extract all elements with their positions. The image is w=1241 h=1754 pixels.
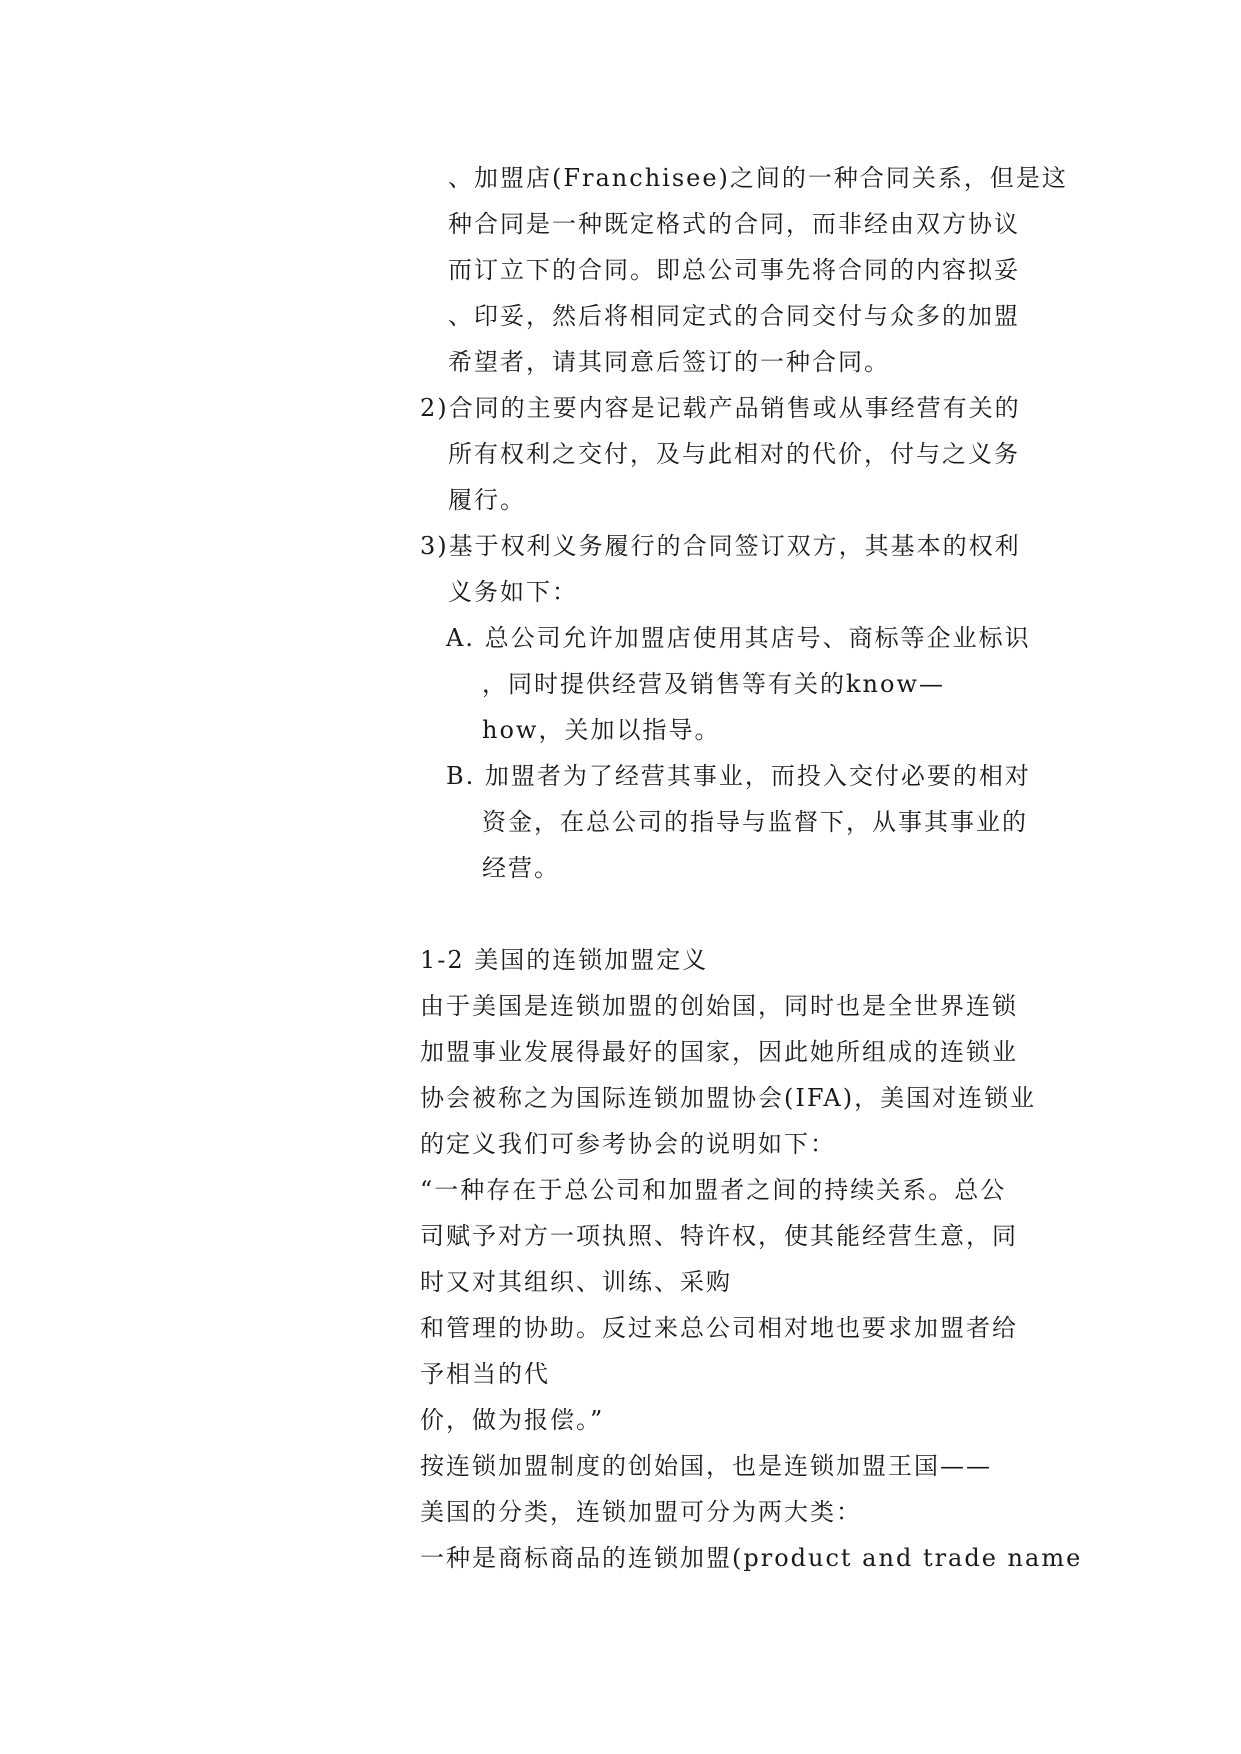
body-line: 时又对其组织、训练、采购 — [420, 1268, 732, 1296]
body-line: 美国的分类，连锁加盟可分为两大类： — [420, 1498, 862, 1526]
body-line: 按连锁加盟制度的创始国，也是连锁加盟王国—— — [420, 1452, 992, 1480]
text-line: 义务如下： — [448, 578, 578, 606]
body-line: “一种存在于总公司和加盟者之间的持续关系。总公 — [420, 1176, 1007, 1204]
list-item-3: 3)基于权利义务履行的合同签订双方，其基本的权利 — [420, 532, 1021, 560]
body-line: 价，做为报偿。” — [420, 1406, 605, 1434]
text-line: ，同时提供经营及销售等有关的know— — [482, 670, 945, 698]
body-line: 一种是商标商品的连锁加盟(product and trade name — [420, 1544, 1083, 1572]
sub-item-b: B. 加盟者为了经营其事业，而投入交付必要的相对 — [446, 762, 1031, 790]
text-line: 经营。 — [482, 854, 560, 882]
body-line: 和管理的协助。反过来总公司相对地也要求加盟者给 — [420, 1314, 1018, 1342]
document-content — [420, 155, 1083, 1581]
text-line: 履行。 — [448, 486, 526, 514]
body-line: 由于美国是连锁加盟的创始国，同时也是全世界连锁 — [420, 992, 1018, 1020]
body-line: 予相当的代 — [420, 1360, 550, 1388]
list-item-2: 2)合同的主要内容是记载产品销售或从事经营有关的 — [420, 394, 1021, 422]
text-line: 、印妥，然后将相同定式的合同交付与众多的加盟 — [448, 302, 1020, 330]
text-line: 资金，在总公司的指导与监督下，从事其事业的 — [482, 808, 1028, 836]
text-line: 所有权利之交付，及与此相对的代价，付与之义务 — [448, 440, 1020, 468]
text-line: how，关加以指导。 — [482, 716, 721, 744]
text-line: 种合同是一种既定格式的合同，而非经由双方协议 — [448, 210, 1020, 238]
sub-item-a: A. 总公司允许加盟店使用其店号、商标等企业标识 — [446, 624, 1031, 652]
text-line: 而订立下的合同。即总公司事先将合同的内容拟妥 — [448, 256, 1020, 284]
body-line: 加盟事业发展得最好的国家，因此她所组成的连锁业 — [420, 1038, 1018, 1066]
text-line: 希望者，请其同意后签订的一种合同。 — [448, 348, 890, 376]
body-line: 协会被称之为国际连锁加盟协会(IFA)，美国对连锁业 — [420, 1084, 1037, 1112]
body-line: 的定义我们可参考协会的说明如下： — [420, 1130, 836, 1158]
paragraph-gap — [420, 891, 1070, 937]
text-line: 、加盟店(Franchisee)之间的一种合同关系，但是这 — [448, 164, 1068, 192]
body-line: 司赋予对方一项执照、特许权，使其能经营生意，同 — [420, 1222, 1018, 1250]
section-heading: 1-2 美国的连锁加盟定义 — [420, 946, 709, 974]
